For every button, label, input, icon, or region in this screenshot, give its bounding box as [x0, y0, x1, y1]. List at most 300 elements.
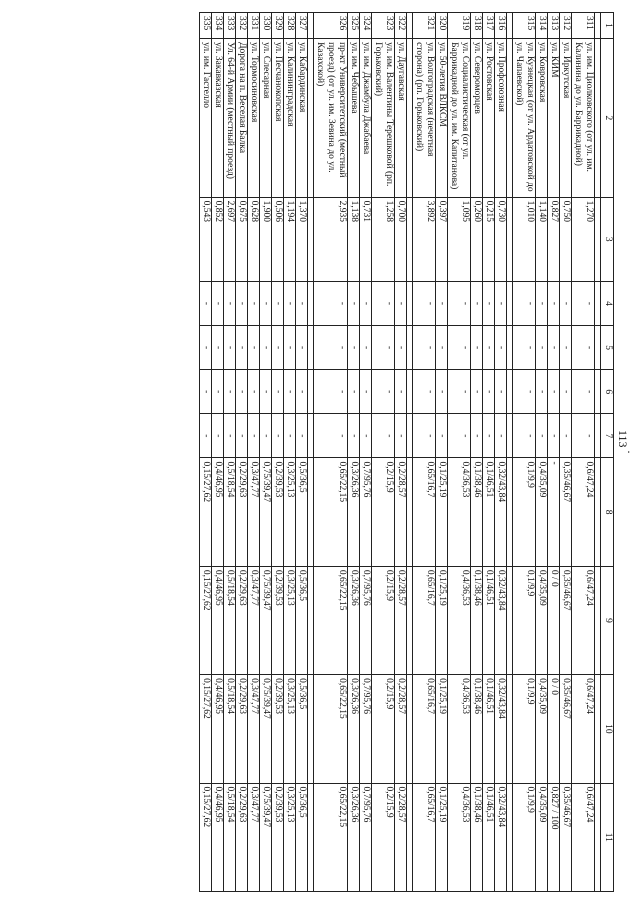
column-header: 4 [601, 281, 614, 325]
cell-id: 311 [572, 13, 595, 39]
cell-c11: 0,1/46,51 [483, 783, 495, 891]
cell-c11: 0,1/38,46 [471, 783, 483, 891]
cell-c4: - [236, 281, 248, 325]
cell-c7: - [471, 414, 483, 458]
cell-c4: - [513, 281, 536, 325]
cell-c11: 0,3/26,36 [348, 783, 360, 891]
cell-name: ул. Ростовская [483, 39, 495, 198]
cell-c4: - [372, 281, 395, 325]
cell-c11: 0,65/22,15 [314, 783, 348, 891]
cell-c4: - [212, 281, 224, 325]
cell-len: 0,731 [360, 197, 372, 281]
cell-c7: - [483, 414, 495, 458]
table-row [236, 13, 248, 892]
cell-c4: - [284, 281, 296, 325]
cell-id: 312 [560, 13, 572, 39]
cell-c10: 0,7/95,76 [360, 675, 372, 783]
cell-c8: 0,35/46,67 [560, 458, 572, 566]
cell-c6: - [572, 370, 595, 414]
cell-c5: - [248, 326, 260, 370]
cell-c9: 0,1/38,46 [471, 566, 483, 674]
cell-c10: 0,3/47,77 [248, 675, 260, 783]
cell-c8: 0,1/38,46 [471, 458, 483, 566]
cell-c8: 0,2/28,57 [395, 458, 407, 566]
cell-c6: - [314, 370, 348, 414]
cell-c10: 0,1/38,46 [471, 675, 483, 783]
cell-c11: 0,2/39,53 [272, 783, 284, 891]
cell-id: 329 [272, 13, 284, 39]
page-number: 113 [616, 430, 630, 448]
cell-len: 1,095 [448, 197, 471, 281]
cell-c10: 0,4/36,53 [448, 675, 471, 783]
cell-c8: 0,75/39,47 [260, 458, 272, 566]
cell-c7: - [314, 414, 348, 458]
table-row [448, 13, 471, 892]
cell-name: ул. Ковровская [536, 39, 548, 198]
cell-c4: - [572, 281, 595, 325]
cell-c4: - [548, 281, 560, 325]
cell-c8: 0,5/18,54 [224, 458, 236, 566]
cell-len: 3,892 [413, 197, 436, 281]
cell-id: 325 [348, 13, 360, 39]
cell-c9: 0,65/16,7 [413, 566, 436, 674]
cell-c9: 0,2/15,9 [372, 566, 395, 674]
cell-c9: 0,2/28,57 [395, 566, 407, 674]
corner-mark: · [622, 450, 636, 454]
cell-c5: - [272, 326, 284, 370]
table-row [284, 13, 296, 892]
cell-c8: 0,3/26,36 [348, 458, 360, 566]
cell-c4: - [260, 281, 272, 325]
cell-c6: - [560, 370, 572, 414]
cell-c7: - [372, 414, 395, 458]
cell-len: 0,827 [548, 197, 560, 281]
column-header: 1 [601, 13, 614, 39]
cell-c4: - [200, 281, 212, 325]
cell-c6: - [513, 370, 536, 414]
cell-c10: 0,5/18,54 [224, 675, 236, 783]
cell-c7: - [572, 414, 595, 458]
cell-c5: - [536, 326, 548, 370]
cell-name: ул. Кузнецкая (от ул. Ардатовской до ул. Чапаевской) [513, 39, 536, 198]
group-separator [595, 13, 601, 892]
cell-id: 317 [483, 13, 495, 39]
cell-c8: 0,5/36,5 [296, 458, 308, 566]
cell-id: 315 [513, 13, 536, 39]
cell-c8: 0,65/22,15 [314, 458, 348, 566]
cell-len: 1,138 [348, 197, 360, 281]
cell-len: 0,397 [436, 197, 448, 281]
cell-len: 0,675 [236, 197, 248, 281]
column-header: 3 [601, 197, 614, 281]
cell-c7: - [413, 414, 436, 458]
cell-len: 1,194 [284, 197, 296, 281]
table-row [471, 13, 483, 892]
cell-id: 313 [548, 13, 560, 39]
cell-c5: - [314, 326, 348, 370]
cell-name: ул. Калининградская [284, 39, 296, 198]
cell-c5: - [348, 326, 360, 370]
cell-c8: 0,4/35,09 [536, 458, 548, 566]
cell-len: 0,750 [560, 197, 572, 281]
table-row [560, 13, 572, 892]
cell-c4: - [360, 281, 372, 325]
cell-id: 314 [536, 13, 548, 39]
cell-c7: - [513, 414, 536, 458]
cell-id: 326 [314, 13, 348, 39]
cell-c6: - [296, 370, 308, 414]
cell-c6: - [372, 370, 395, 414]
cell-id: 316 [495, 13, 507, 39]
cell-c4: - [272, 281, 284, 325]
cell-c5: - [212, 326, 224, 370]
cell-c7: - [212, 414, 224, 458]
cell-c11: 0,5/36,5 [296, 783, 308, 891]
cell-len: 0,700 [395, 197, 407, 281]
table-row [513, 13, 536, 892]
cell-c6: - [200, 370, 212, 414]
cell-len: 0,543 [200, 197, 212, 281]
cell-c8: - [548, 458, 560, 566]
cell-c4: - [560, 281, 572, 325]
cell-c9: 0,65/22,15 [314, 566, 348, 674]
cell-c5: - [471, 326, 483, 370]
cell-len: 1,900 [260, 197, 272, 281]
cell-name: ул. им. Джамбула Джабаева [360, 39, 372, 198]
cell-id: 328 [284, 13, 296, 39]
cell-c10: 0,75/39,47 [260, 675, 272, 783]
cell-c10: 0,5/36,5 [296, 675, 308, 783]
cell-id: 318 [471, 13, 483, 39]
cell-len: 0,215 [483, 197, 495, 281]
table-body [200, 13, 601, 892]
cell-c6: - [360, 370, 372, 414]
table-row [260, 13, 272, 892]
cell-c4: - [348, 281, 360, 325]
cell-c5: - [483, 326, 495, 370]
cell-c8: 0,3/25,13 [284, 458, 296, 566]
table-row [436, 13, 448, 892]
cell-c11: 0,3/47,77 [248, 783, 260, 891]
cell-c4: - [248, 281, 260, 325]
cell-len: 1,270 [572, 197, 595, 281]
cell-c5: - [448, 326, 471, 370]
cell-name: ул. Социалистическая (от ул. Баррикадной до ул. им. Капитанова) [448, 39, 471, 198]
cell-len: 2,935 [314, 197, 348, 281]
table-row [548, 13, 560, 892]
cell-c9: 0,5/18,54 [224, 566, 236, 674]
column-header: 7 [601, 414, 614, 458]
column-header: 9 [601, 566, 614, 674]
cell-c6: - [212, 370, 224, 414]
cell-c6: - [413, 370, 436, 414]
cell-c9: 0,3/47,77 [248, 566, 260, 674]
cell-c5: - [413, 326, 436, 370]
cell-c5: - [513, 326, 536, 370]
cell-c7: - [296, 414, 308, 458]
cell-c7: - [436, 414, 448, 458]
cell-id: 330 [260, 13, 272, 39]
table-row [348, 13, 360, 892]
cell-c7: - [236, 414, 248, 458]
cell-id: 321 [413, 13, 436, 39]
cell-c5: - [572, 326, 595, 370]
cell-c9: 0,6/47,24 [572, 566, 595, 674]
table-row [314, 13, 348, 892]
cell-c6: - [483, 370, 495, 414]
cell-c9: 0,7/95,76 [360, 566, 372, 674]
cell-c6: - [548, 370, 560, 414]
cell-c6: - [495, 370, 507, 414]
cell-name: ул. Слесарная [260, 39, 272, 198]
cell-c10: 0 / 0 [548, 675, 560, 783]
cell-c10: 0,6/47,24 [572, 675, 595, 783]
cell-c7: - [560, 414, 572, 458]
cell-c8: 0,3/47,77 [248, 458, 260, 566]
cell-c5: - [436, 326, 448, 370]
cell-c10: 0,2/28,57 [395, 675, 407, 783]
cell-c7: - [395, 414, 407, 458]
cell-c5: - [560, 326, 572, 370]
table-row [224, 13, 236, 892]
cell-c9: 0,4/46,95 [212, 566, 224, 674]
cell-c7: - [248, 414, 260, 458]
cell-c8: 0,4/46,95 [212, 458, 224, 566]
cell-c4: - [224, 281, 236, 325]
cell-c4: - [436, 281, 448, 325]
cell-c6: - [348, 370, 360, 414]
cell-id: 334 [212, 13, 224, 39]
cell-c8: 0,15/27,62 [200, 458, 212, 566]
cell-c9: 0,2/39,53 [272, 566, 284, 674]
cell-c9: 0,4/35,09 [536, 566, 548, 674]
cell-c11: 0,75/39,47 [260, 783, 272, 891]
cell-c8: 0,7/95,76 [360, 458, 372, 566]
cell-c10: 0,1/9,9 [513, 675, 536, 783]
cell-c9: 0,15/27,62 [200, 566, 212, 674]
cell-c11: 0,2/29,63 [236, 783, 248, 891]
cell-name: ул. КИМ [548, 39, 560, 198]
cell-c11: 0,5/18,54 [224, 783, 236, 891]
cell-c4: - [536, 281, 548, 325]
cell-name: ул. Североморцев [471, 39, 483, 198]
cell-name: ул. Волгоградская (нечетная сторона) (рп. Горьковский) [413, 39, 436, 198]
table-row [272, 13, 284, 892]
cell-c4: - [395, 281, 407, 325]
cell-name: Ул. 64-й Армии (местный проезд) [224, 39, 236, 198]
cell-c8: 0,65/16,7 [413, 458, 436, 566]
cell-c5: - [495, 326, 507, 370]
cell-c6: - [448, 370, 471, 414]
group-separator [407, 13, 413, 892]
cell-c10: 0,4/46,95 [212, 675, 224, 783]
cell-c10: 0,2/29,63 [236, 675, 248, 783]
group-separator [308, 13, 314, 892]
cell-len: 1,010 [513, 197, 536, 281]
cell-c11: 0,4/36,53 [448, 783, 471, 891]
column-header: 2 [601, 39, 614, 198]
cell-id: 333 [224, 13, 236, 39]
cell-c5: - [395, 326, 407, 370]
cell-len: 0,628 [248, 197, 260, 281]
cell-name: ул. Песчанокопская [272, 39, 284, 198]
cell-id: 324 [360, 13, 372, 39]
cell-len: 1,140 [536, 197, 548, 281]
cell-c11: 0,827 / 100 [548, 783, 560, 891]
cell-c5: - [372, 326, 395, 370]
cell-c7: - [284, 414, 296, 458]
cell-c6: - [284, 370, 296, 414]
cell-c4: - [296, 281, 308, 325]
group-separator [507, 13, 513, 892]
cell-id: 335 [200, 13, 212, 39]
cell-c11: 0,1/25,19 [436, 783, 448, 891]
cell-len: 0,730 [495, 197, 507, 281]
cell-c5: - [224, 326, 236, 370]
cell-c5: - [548, 326, 560, 370]
cell-c6: - [471, 370, 483, 414]
cell-c7: - [536, 414, 548, 458]
cell-c10: 0,65/16,7 [413, 675, 436, 783]
table-row [360, 13, 372, 892]
table-row [572, 13, 595, 892]
cell-c5: - [236, 326, 248, 370]
cell-name: ул. Даугавская [395, 39, 407, 198]
cell-len: 0,506 [272, 197, 284, 281]
cell-c7: - [548, 414, 560, 458]
cell-c6: - [248, 370, 260, 414]
cell-id: 327 [296, 13, 308, 39]
header-row [601, 13, 614, 892]
cell-c10: 0,4/35,09 [536, 675, 548, 783]
cell-id: 332 [236, 13, 248, 39]
cell-c4: - [413, 281, 436, 325]
cell-c9: 0,3/25,13 [284, 566, 296, 674]
cell-id: 319 [448, 13, 471, 39]
cell-c7: - [348, 414, 360, 458]
cell-c7: - [200, 414, 212, 458]
cell-c7: - [448, 414, 471, 458]
cell-c5: - [284, 326, 296, 370]
cell-len: 1,258 [372, 197, 395, 281]
cell-c9: 0,1/25,19 [436, 566, 448, 674]
cell-c8: 0,2/39,53 [272, 458, 284, 566]
cell-c6: - [395, 370, 407, 414]
cell-c9: 0,1/9,9 [513, 566, 536, 674]
cell-c11: 0,2/15,9 [372, 783, 395, 891]
cell-name: Дорога на п. Веселая Балка [236, 39, 248, 198]
cell-c10: 0,32/43,84 [495, 675, 507, 783]
cell-c4: - [495, 281, 507, 325]
cell-name: ул. Тормосиновская [248, 39, 260, 198]
cell-c7: - [224, 414, 236, 458]
table-row [372, 13, 395, 892]
cell-c5: - [200, 326, 212, 370]
cell-name: ул. Закавказская [212, 39, 224, 198]
cell-c6: - [236, 370, 248, 414]
cell-c11: 0,4/46,95 [212, 783, 224, 891]
cell-c10: 0,1/46,51 [483, 675, 495, 783]
cell-c11: 0,6/47,24 [572, 783, 595, 891]
cell-c5: - [296, 326, 308, 370]
cell-c11: 0,1/9,9 [513, 783, 536, 891]
cell-id: 331 [248, 13, 260, 39]
cell-c11: 0,32/43,84 [495, 783, 507, 891]
cell-name: ул. Профсоюзная [495, 39, 507, 198]
cell-c10: 0,3/25,13 [284, 675, 296, 783]
cell-c8: 0,1/46,51 [483, 458, 495, 566]
cell-c10: 0,2/15,9 [372, 675, 395, 783]
cell-name: ул. Иркутская [560, 39, 572, 198]
cell-len: 0,852 [212, 197, 224, 281]
cell-c6: - [272, 370, 284, 414]
cell-c11: 0,15/27,62 [200, 783, 212, 891]
cell-c6: - [260, 370, 272, 414]
cell-c8: 0,6/47,24 [572, 458, 595, 566]
column-header: 5 [601, 326, 614, 370]
table-row [296, 13, 308, 892]
cell-c4: - [483, 281, 495, 325]
cell-c7: - [360, 414, 372, 458]
cell-c10: 0,15/27,62 [200, 675, 212, 783]
column-header: 8 [601, 458, 614, 566]
cell-c9: 0,32/43,84 [495, 566, 507, 674]
cell-c10: 0,3/26,36 [348, 675, 360, 783]
cell-c11: 0,35/46,67 [560, 783, 572, 891]
cell-c7: - [260, 414, 272, 458]
cell-c9: 0,2/29,63 [236, 566, 248, 674]
cell-c5: - [360, 326, 372, 370]
column-header: 6 [601, 370, 614, 414]
cell-c9: 0,75/39,47 [260, 566, 272, 674]
cell-c11: 0,3/25,13 [284, 783, 296, 891]
cell-name: ул. им. Чебышева [348, 39, 360, 198]
table-row [536, 13, 548, 892]
cell-c9: 0,4/36,53 [448, 566, 471, 674]
cell-c6: - [436, 370, 448, 414]
cell-name: ул. 50-летия ВЛКСМ [436, 39, 448, 198]
table-row [248, 13, 260, 892]
cell-c6: - [224, 370, 236, 414]
column-header: 11 [601, 783, 614, 891]
cell-c4: - [314, 281, 348, 325]
table-row [495, 13, 507, 892]
cell-c7: - [495, 414, 507, 458]
cell-c11: 0,65/16,7 [413, 783, 436, 891]
cell-len: 1,370 [296, 197, 308, 281]
table-row [483, 13, 495, 892]
cell-name: пр-кт Университетский (местный проезд) (от ул. им. Зевина до ул. Казахской) [314, 39, 348, 198]
cell-c4: - [448, 281, 471, 325]
cell-c9: 0,35/46,67 [560, 566, 572, 674]
cell-name: ул. Кабардинская [296, 39, 308, 198]
cell-c8: 0,32/43,84 [495, 458, 507, 566]
cell-c8: 0,1/25,19 [436, 458, 448, 566]
cell-c8: 0,2/29,63 [236, 458, 248, 566]
cell-c8: 0,1/9,9 [513, 458, 536, 566]
cell-c11: 0,7/95,76 [360, 783, 372, 891]
table-row [200, 13, 212, 892]
cell-c9: 0 / 0 [548, 566, 560, 674]
cell-c5: - [260, 326, 272, 370]
cell-c4: - [471, 281, 483, 325]
column-header: 10 [601, 675, 614, 783]
cell-len: 0,260 [471, 197, 483, 281]
cell-c10: 0,65/22,15 [314, 675, 348, 783]
cell-c9: 0,3/26,36 [348, 566, 360, 674]
cell-c11: 0,2/28,57 [395, 783, 407, 891]
cell-c8: 0,2/15,9 [372, 458, 395, 566]
